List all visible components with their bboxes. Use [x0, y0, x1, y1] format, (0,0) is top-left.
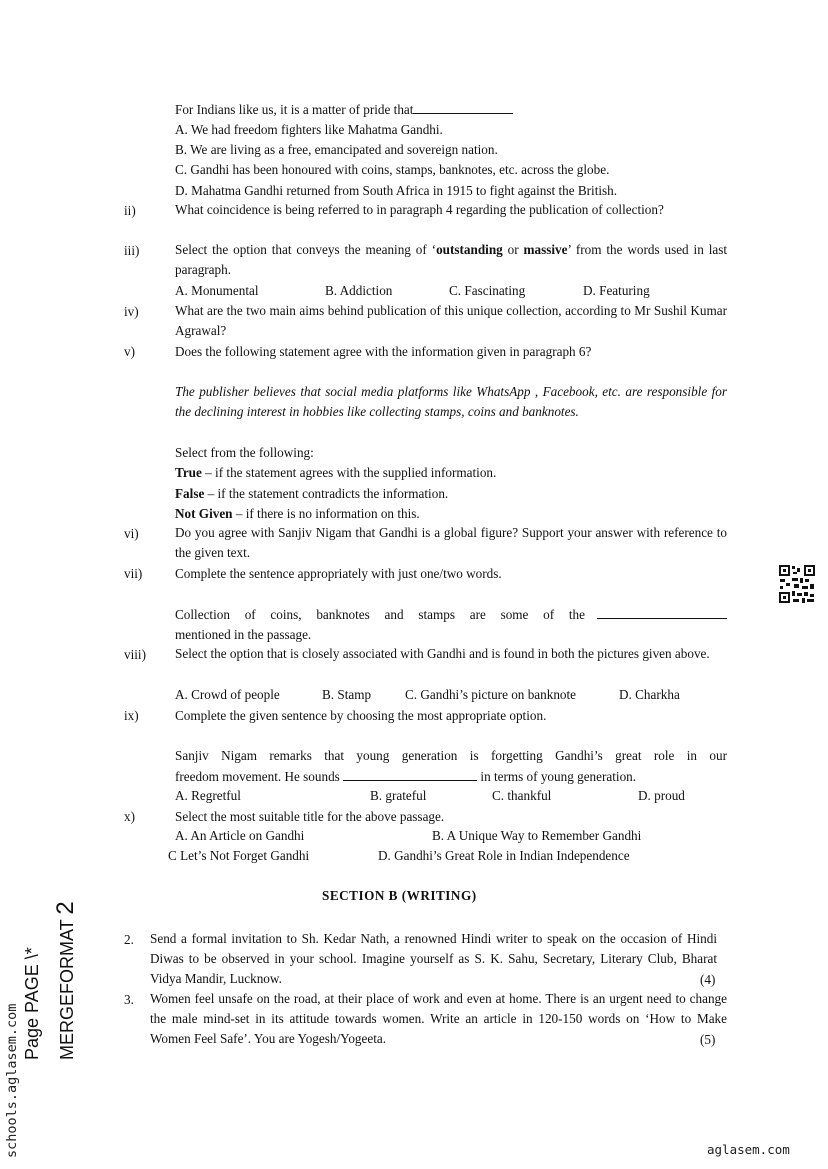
q10-option-b: B. A Unique Way to Remember Gandhi	[432, 828, 642, 843]
q10-option-d: D. Gandhi’s Great Role in Indian Independence	[378, 848, 630, 863]
q1-option-c: C. Gandhi has been honoured with coins, stamps, banknotes, etc. across the globe.	[175, 162, 610, 177]
q5-true-line: True – if the statement agrees with the supplied information.	[175, 465, 497, 480]
q8-option-b: B. Stamp	[322, 687, 372, 702]
q9-sentence-line1: Sanjiv Nigam remarks that young generation is forgetting Gandhi’s great role in our	[175, 748, 727, 763]
q3-option-a: A. Monumental	[175, 283, 259, 298]
q6-text: Do you agree with Sanjiv Nigam that Gandhi is a global figure? Support your answer with reference to the given text.	[175, 525, 727, 561]
w2-marks: (4)	[700, 972, 716, 987]
q1-intro: For Indians like us, it is a matter of pride that	[175, 101, 513, 118]
w3-number: 3.	[124, 992, 134, 1007]
q8-number: viii)	[124, 647, 146, 662]
q10-text: Select the most suitable title for the above passage.	[175, 809, 445, 824]
q10-number: x)	[124, 809, 135, 824]
q4-number: iv)	[124, 304, 139, 319]
q3-options	[0, 283, 828, 301]
side-page-field: Page PAGE \*	[22, 947, 42, 1060]
q7-text: Complete the sentence appropriately with just one/two words.	[175, 566, 502, 581]
q5-number: v)	[124, 344, 135, 359]
q3-option-d: D. Featuring	[583, 283, 650, 298]
q8-option-d: D. Charkha	[619, 687, 680, 702]
w3-text: Women feel unsafe on the road, at their place of work and even at home. There is an urgent need to change the male mind-set in its attitude towards women. Write an article in 120-150 words on ‘How to Make Women Feel Safe’. You are Yogesh/Yogeeta.	[150, 991, 727, 1047]
q5-false-line: False – if the statement contradicts the information.	[175, 486, 449, 501]
q9-option-c: C. thankful	[492, 788, 552, 803]
q5-text: Does the following statement agree with the information given in paragraph 6?	[175, 344, 592, 359]
q8-option-a: A. Crowd of people	[175, 687, 280, 702]
q8-text: Select the option that is closely associated with Gandhi and is found in both the pictures given above.	[175, 646, 710, 661]
q1-option-a: A. We had freedom fighters like Mahatma Gandhi.	[175, 122, 443, 137]
q4-text: What are the two main aims behind publication of this unique collection, according to Mr Sushil Kumar Agrawal?	[175, 303, 727, 339]
q3-number: iii)	[124, 243, 140, 258]
footer-watermark: aglasem.com	[707, 1142, 790, 1157]
q10-options-row1	[0, 828, 828, 846]
q10-option-a: A. An Article on Gandhi	[175, 828, 305, 843]
qr-code-icon	[778, 564, 816, 604]
q3-option-b: B. Addiction	[325, 283, 393, 298]
q7-sentence-line1: Collection of coins, banknotes and stamps are some of the	[175, 606, 727, 623]
q3-option-c: C. Fascinating	[449, 283, 526, 298]
q9-option-d: D. proud	[638, 788, 685, 803]
q2-text: What coincidence is being referred to in paragraph 4 regarding the publication of collection?	[175, 202, 664, 217]
q2-number: ii)	[124, 203, 136, 218]
w2-text: Send a formal invitation to Sh. Kedar Nath, a renowned Hindi writer to speak on the occasion of Hindi Diwas to be observed in your school. Imagine yourself as S. K. Sahu, Secretary, Literary Club, Bharat Vidya Mandir, Lucknow.	[150, 931, 717, 987]
q9-option-a: A. Regretful	[175, 788, 241, 803]
q6-number: vi)	[124, 526, 139, 541]
section-title: SECTION B (WRITING)	[322, 888, 477, 903]
side-watermark-url: schools.aglasem.com	[4, 1003, 20, 1158]
q5-select-label: Select from the following:	[175, 445, 314, 460]
q9-text: Complete the given sentence by choosing the most appropriate option.	[175, 708, 547, 723]
q10-option-c: C Let’s Not Forget Gandhi	[168, 848, 310, 863]
q9-options	[0, 788, 828, 806]
q9-option-b: B. grateful	[370, 788, 427, 803]
w2-number: 2.	[124, 932, 134, 947]
q7-sentence-line2: mentioned in the passage.	[175, 627, 312, 642]
q5-notgiven-line: Not Given – if there is no information on this.	[175, 506, 420, 521]
q7-number: vii)	[124, 566, 143, 581]
q9-sentence-line2: freedom movement. He sounds in terms of young generation.	[175, 769, 637, 784]
side-mergeformat-field: MERGEFORMAT 2	[52, 901, 79, 1060]
q5-statement: The publisher believes that social media platforms like WhatsApp , Facebook, etc. are responsible for the declining interest in hobbies like collecting stamps, coins and banknotes.	[175, 384, 727, 420]
w3-marks: (5)	[700, 1032, 716, 1047]
q8-options	[0, 687, 828, 705]
q1-option-b: B. We are living as a free, emancipated and sovereign nation.	[175, 142, 498, 157]
q3-text: Select the option that conveys the meaning of ‘outstanding or massive’ from the words used in last paragraph.	[175, 242, 728, 278]
q9-number: ix)	[124, 708, 139, 723]
q8-option-c: C. Gandhi’s picture on banknote	[405, 687, 577, 702]
q10-options-row2	[0, 848, 828, 866]
q1-option-d: D. Mahatma Gandhi returned from South Africa in 1915 to fight against the British.	[175, 183, 618, 198]
